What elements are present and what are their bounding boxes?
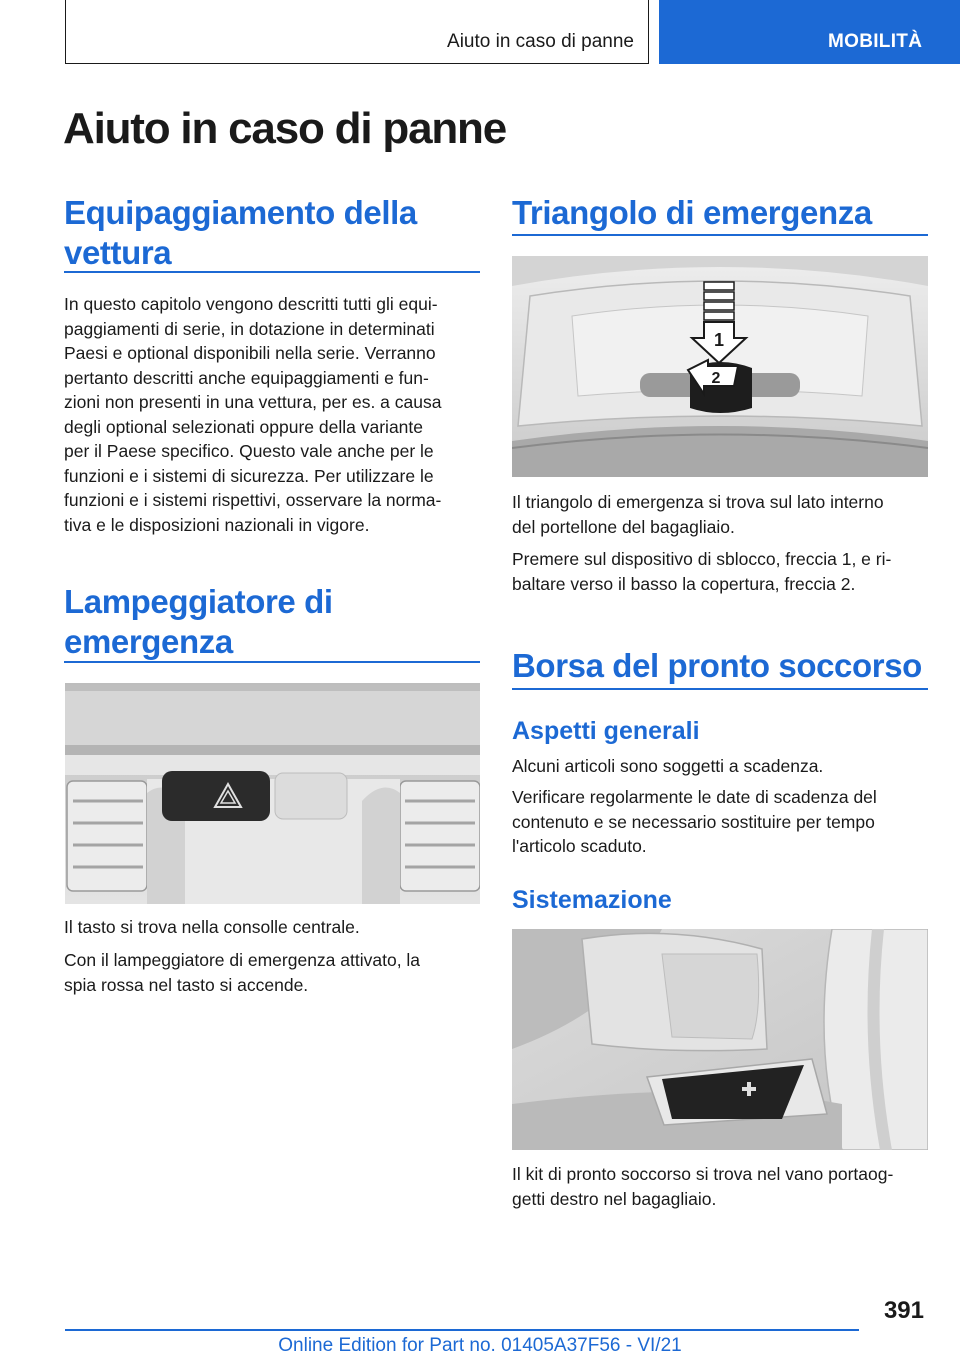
paragraph-hazard-indicator: Con il lampeggiatore di emergenza attivato, la spia rossa nel tasto si accende.: [64, 950, 421, 995]
heading-borsa-pronto-soccorso: Borsa del pronto soccorso: [512, 647, 922, 684]
paragraph-expiry: Alcuni articoli sono soggetti a scadenza.: [512, 756, 824, 776]
page-title: Aiuto in caso di panne: [63, 104, 506, 153]
page-number: 391: [883, 1297, 924, 1324]
heading-aspetti-generali: Aspetti generali: [512, 717, 700, 745]
header-chapter-tab[interactable]: [659, 0, 960, 64]
first-aid-kit-image: [512, 929, 928, 1150]
header-section-box: [65, 0, 649, 64]
paragraph-first-aid-location: Il kit di pronto soccorso si trova nel vano portaog- getti destro nel bagagliaio.: [512, 1164, 894, 1209]
heading-rule: [64, 661, 480, 663]
footer-rule: [65, 1329, 859, 1331]
warning-triangle-image: [512, 256, 928, 477]
heading-lampeggiatore: Lampeggiatore di emergenza: [64, 583, 333, 660]
hazard-button-image: [65, 683, 480, 904]
paragraph-hazard-location: Il tasto si trova nella consolle centrale.: [64, 917, 360, 937]
header-chapter-label: MOBILITÀ: [828, 31, 923, 52]
paragraph-triangle-unlock: Premere sul dispositivo di sblocco, freccia 1, e ri- baltare verso il basso la copertura, freccia 2.: [512, 549, 892, 594]
heading-triangolo: Triangolo di emergenza: [512, 194, 872, 231]
header-section-title: Aiuto in caso di panne: [447, 31, 634, 52]
paragraph-check-dates: Verificare regolarmente le date di scadenza del contenuto e se necessario sostituire per tempo l'articolo scaduto.: [512, 787, 877, 856]
arrow-2-label: 2: [711, 370, 721, 387]
heading-equipaggiamento: Equipaggiamento della vettura: [64, 194, 417, 271]
arrow-1-label: 1: [713, 330, 725, 350]
heading-rule: [64, 271, 480, 273]
paragraph-equipaggiamento: In questo capitolo vengono descritti tutti gli equi- paggiamenti di serie, in dotazione in determinati Paesi e optional disponibili nella serie. Verranno pertanto descritti anche equipaggiamenti e fun- zioni non presenti in una vettura, per es. a causa degli optional selezionati oppure della variante per il Paese specifico. Questo vale anche per le funzioni e i sistemi di sicurezza. Per utilizzare le funzioni e i sistemi rispettivi, osservare la norma- tiva e le disposizioni nazionali in vigore.: [64, 294, 442, 535]
heading-sistemazione: Sistemazione: [512, 886, 672, 914]
heading-rule: [512, 688, 928, 690]
heading-rule: [512, 234, 928, 236]
paragraph-triangle-location: Il triangolo di emergenza si trova sul lato interno del portellone del bagagliaio.: [512, 492, 884, 537]
footer-edition: Online Edition for Part no. 01405A37F56 - VI/21: [278, 1335, 682, 1356]
